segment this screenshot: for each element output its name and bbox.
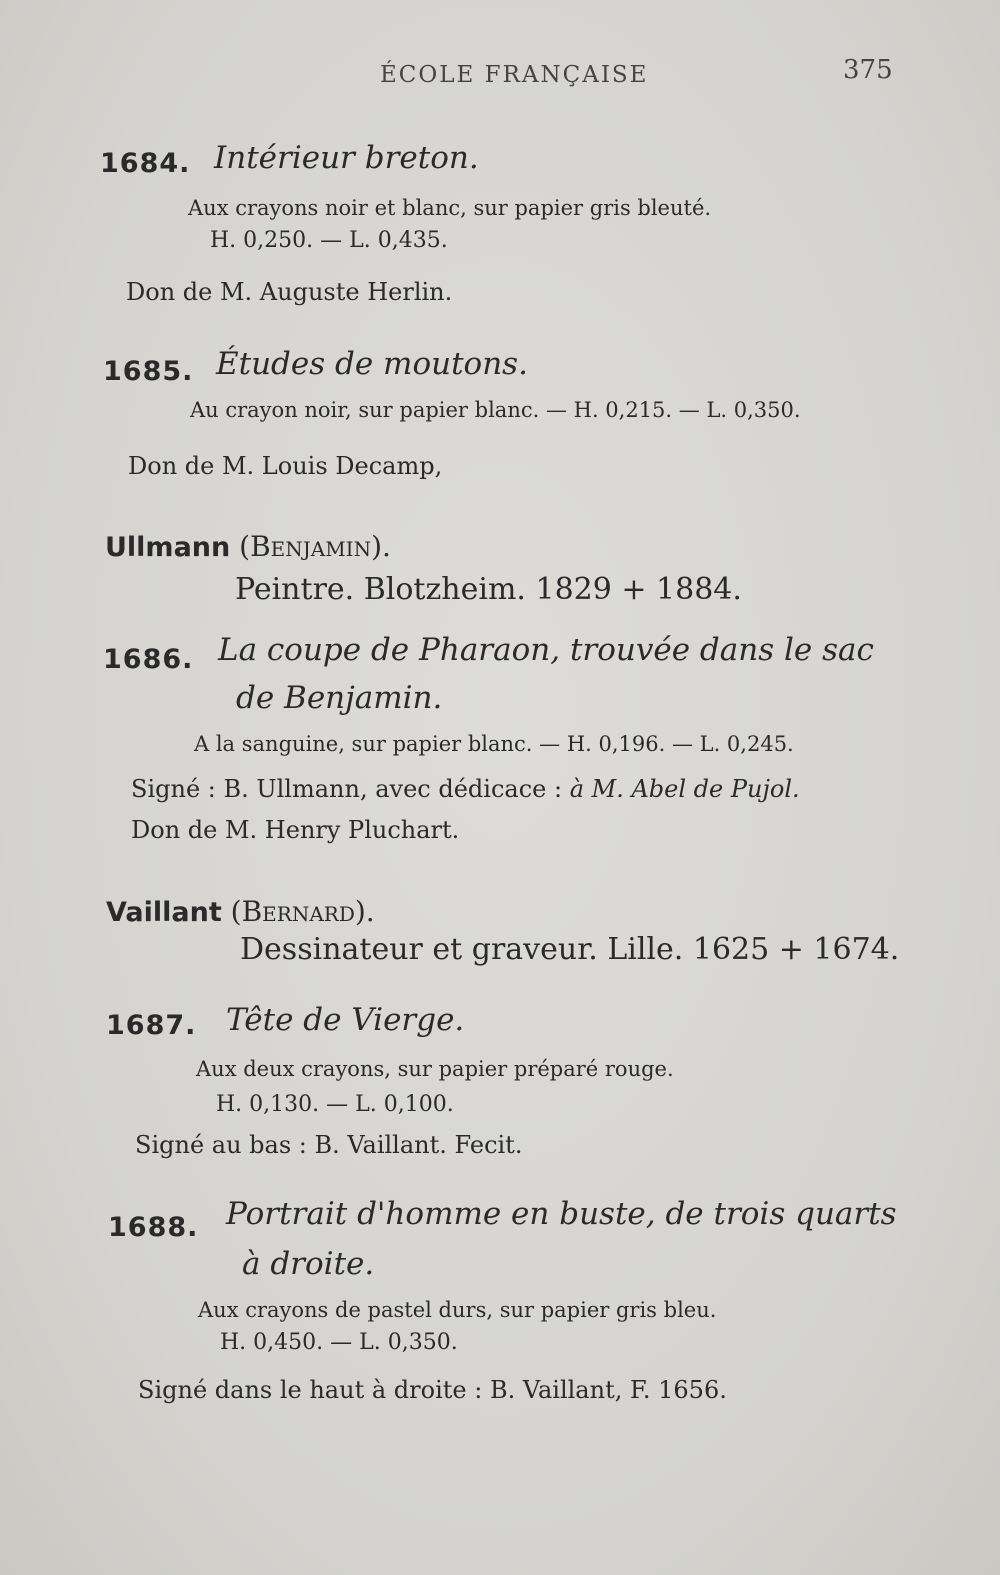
signature-text: Signé : B. Ullmann, avec dédicace : [131,775,570,803]
entry-number-1686: 1686. [103,644,194,675]
entry-provenance-1685: Don de M. Louis Decamp, [128,452,443,480]
dedication-text: à M. Abel de Pujol. [569,775,800,803]
artist-surname: Vaillant [106,897,222,928]
entry-dimensions-1687: H. 0,130. — L. 0,100. [216,1092,454,1117]
artist-given-name: (Bernard). [230,895,375,928]
entry-signature-1687: Signé au bas : B. Vaillant. Fecit. [135,1131,523,1159]
artist-surname: Ullmann [105,532,231,563]
artist-bio-ullmann: Peintre. Blotzheim. 1829 + 1884. [235,572,742,607]
entry-signature-1688: Signé dans le haut à droite : B. Vaillant, F. 1656. [138,1376,727,1404]
entry-number-1687: 1687. [106,1010,197,1041]
artist-given-name: (Benjamin). [239,530,391,563]
entry-description-1685: Au crayon noir, sur papier blanc. — H. 0,215. — L. 0,350. [190,398,801,422]
entry-title-1687: Tête de Vierge. [226,1002,465,1038]
entry-number-1684: 1684. [100,148,191,179]
entry-title-1686-line1: La coupe de Pharaon, trouvée dans le sac [218,632,874,668]
entry-title-1688-line1: Portrait d'homme en buste, de trois quarts [226,1196,897,1232]
artist-heading-ullmann [105,530,391,563]
entry-description-1684: Aux crayons noir et blanc, sur papier gris bleuté. [188,196,712,220]
entry-provenance-1684: Don de M. Auguste Herlin. [126,278,453,306]
entry-dimensions-1688: H. 0,450. — L. 0,350. [220,1330,458,1355]
entry-signature-1686 [131,775,800,803]
entry-title-1688-line2: à droite. [242,1246,375,1282]
entry-dimensions-1684: H. 0,250. — L. 0,435. [210,228,448,253]
artist-bio-vaillant: Dessinateur et graveur. Lille. 1625 + 1674. [240,932,900,967]
artist-heading-vaillant [106,895,375,928]
entry-title-1684: Intérieur breton. [214,140,479,176]
page-number: 375 [843,55,893,85]
entry-number-1685: 1685. [103,356,194,387]
entry-title-1686-line2: de Benjamin. [236,680,443,716]
entry-description-1688: Aux crayons de pastel durs, sur papier gris bleu. [198,1298,717,1322]
entry-description-1686: A la sanguine, sur papier blanc. — H. 0,196. — L. 0,245. [194,732,794,756]
entry-number-1688: 1688. [108,1212,199,1243]
entry-provenance-1686: Don de M. Henry Pluchart. [131,816,460,844]
entry-title-1685: Études de moutons. [216,346,528,382]
running-title: ÉCOLE FRANÇAISE [380,62,649,88]
entry-description-1687: Aux deux crayons, sur papier préparé rouge. [196,1057,674,1081]
